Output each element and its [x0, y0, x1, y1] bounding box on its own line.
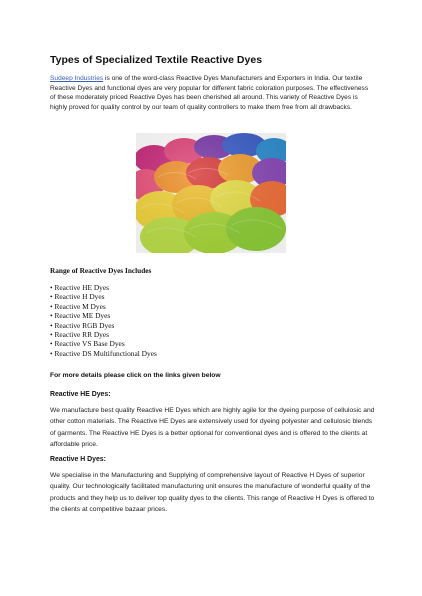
list-item: • Reactive M Dyes: [50, 302, 157, 311]
range-title: Range of Reactive Dyes Includes: [50, 266, 152, 275]
section-body-he: We manufacture best quality Reactive HE Dyes which are highly agile for the dyeing purpose of cellulosic and other cotton materials. The Reactive HE Dyes are extensively used for dyeing polyester and cellulosic blends of garments. The Reactive HE Dyes is a better optional for conventional dyes and is offered to the clients at affordable price.: [50, 407, 375, 449]
links-lead: For more details please click on the links given below: [50, 372, 221, 379]
page-title: Types of Specialized Textile Reactive Dyes: [50, 54, 263, 66]
list-item: • Reactive RGB Dyes: [50, 321, 157, 330]
intro-paragraph: [50, 74, 372, 112]
list-item: • Reactive VS Base Dyes: [50, 339, 157, 348]
list-item: • Reactive ME Dyes: [50, 311, 157, 320]
list-item: • Reactive HE Dyes: [50, 283, 157, 292]
list-item: • Reactive H Dyes: [50, 292, 157, 301]
list-item: • Reactive DS Multifunctional Dyes: [50, 349, 157, 358]
section-heading-he: Reactive HE Dyes:: [50, 391, 111, 398]
yarn-photo: [136, 133, 286, 253]
range-list: [50, 283, 157, 358]
list-item: • Reactive RR Dyes: [50, 330, 157, 339]
company-link[interactable]: Sudeep Industries: [50, 75, 104, 82]
section-heading-h: Reactive H Dyes:: [50, 456, 106, 463]
intro-text: is one of the word-class Reactive Dyes Manufacturers and Exporters in India. Our textile Reactive Dyes and functional dyes are very popular for different fabric coloration purposes. The effectiveness of these moderately priced Reactive Dyes has been cherished all around. This variety of Reactive Dyes is highly proved for quality control by our team of quality controllers to make them free from all drawbacks.: [50, 75, 369, 111]
section-body-h: We specialise in the Manufacturing and Supplying of comprehensive layout of Reactive H Dyes of superior quality. Our technologically facilitated manufacturing unit ensures the manufacture of wonderful quality of the products and they help us to deliver top quality dyes to the clients. This range of Reactive H Dyes is offered to the clients at competitive bazaar prices.: [50, 472, 375, 514]
